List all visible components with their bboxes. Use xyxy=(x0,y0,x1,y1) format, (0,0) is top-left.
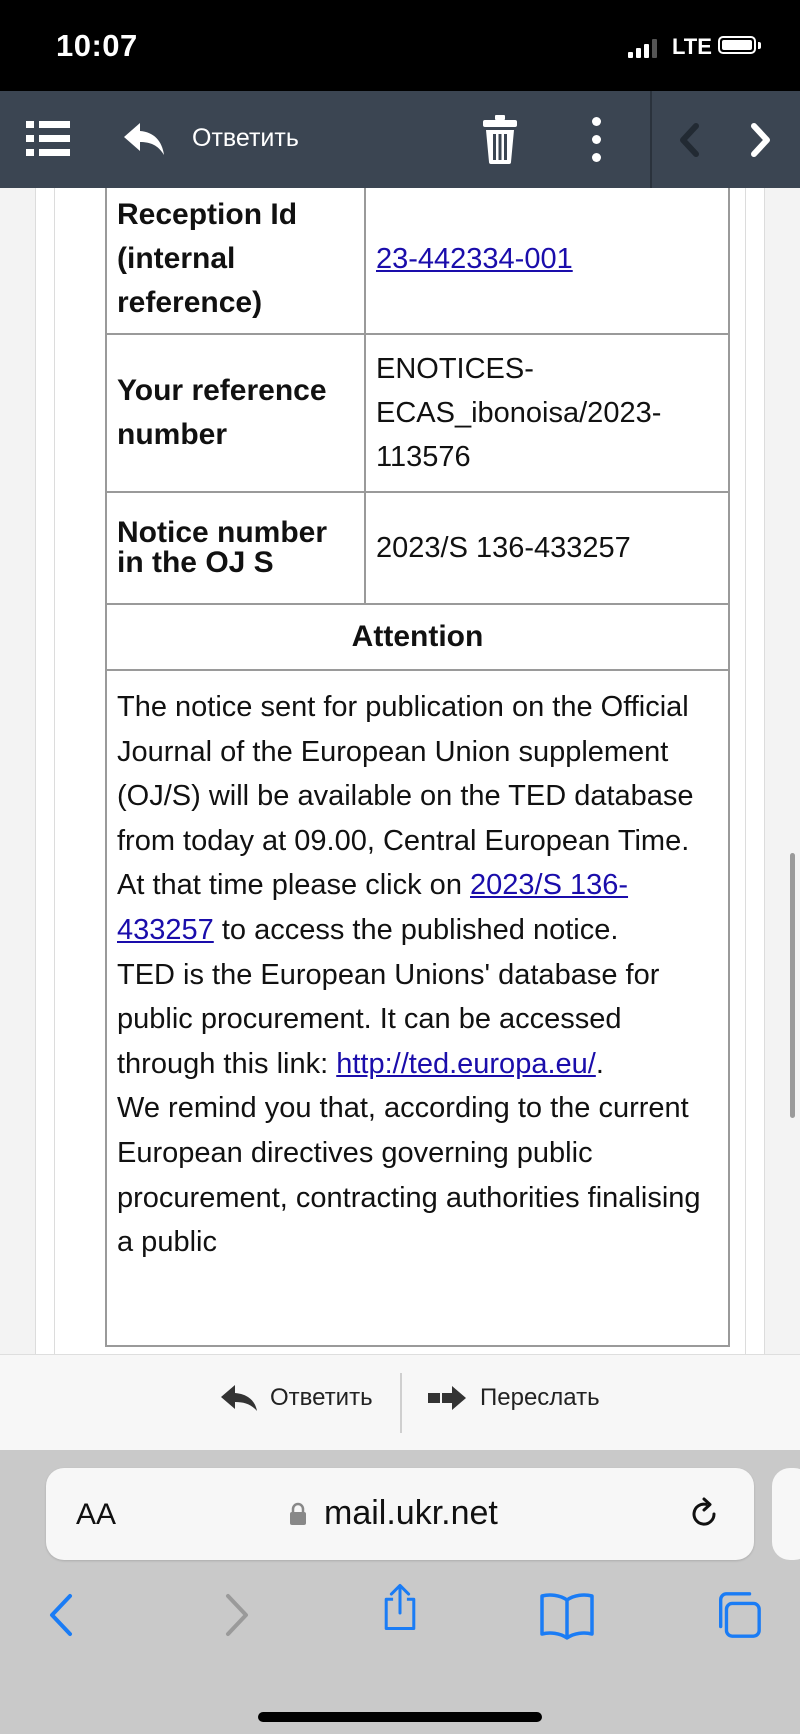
reference-line: 113576 xyxy=(376,441,471,473)
url-text: mail.ukr.net xyxy=(324,1494,498,1532)
left-border xyxy=(54,188,55,1354)
toolbar-divider xyxy=(650,91,652,188)
forward-label: Переслать xyxy=(480,1384,600,1411)
attention-paragraph-3: We remind you that, according to the current European directives governing public procurement, contracting authorities finalising a public xyxy=(117,1092,701,1259)
menu-list-icon[interactable] xyxy=(26,121,70,157)
mail-toolbar xyxy=(0,91,800,188)
reference-line: ECAS_ibonoisa/2023- xyxy=(376,397,662,429)
table-row xyxy=(106,670,729,1346)
attention-paragraph-2: TED is the European Unions' database for public procurement. It can be accessed through this link: xyxy=(117,958,660,1080)
network-type: LTE xyxy=(672,34,712,59)
status-bar xyxy=(0,0,800,91)
forward-arrow-icon xyxy=(426,1383,470,1413)
scrollbar[interactable] xyxy=(790,853,795,1118)
previous-message-icon[interactable] xyxy=(678,123,700,157)
lock-icon xyxy=(289,1502,307,1526)
notice-info-table xyxy=(105,188,730,1347)
reference-line: ENOTICES- xyxy=(376,353,534,385)
reply-icon[interactable] xyxy=(120,119,168,159)
table-row xyxy=(106,492,729,604)
status-time: 10:07 xyxy=(56,28,138,63)
email-body xyxy=(0,188,800,1354)
reply-arrow-icon xyxy=(218,1383,260,1413)
left-margin xyxy=(0,188,36,1354)
bottom-reply-label: Ответить xyxy=(270,1384,373,1411)
reception-id-link[interactable]: 23-442334-001 xyxy=(376,243,573,275)
forward-icon[interactable] xyxy=(220,1590,252,1640)
home-indicator[interactable] xyxy=(258,1712,542,1722)
more-options-icon[interactable] xyxy=(592,117,602,163)
reply-forward-bar xyxy=(0,1354,800,1451)
forward-button[interactable] xyxy=(426,1383,600,1413)
notice-number-label: Notice number in the OJ S xyxy=(106,492,365,604)
trash-icon[interactable] xyxy=(482,113,518,165)
reception-id-label: Reception Id (internal reference) xyxy=(106,188,365,334)
right-border xyxy=(745,188,746,1354)
text-size-button[interactable]: AA xyxy=(76,1498,117,1531)
attention-paragraph-1: The notice sent for publication on the Official Journal of the European Union supplement (OJ/S) will be available on the TED database from today at 09.00, Central European Time. At that time please click on xyxy=(117,691,694,902)
next-tab-preview[interactable] xyxy=(772,1468,800,1560)
attention-heading: Attention xyxy=(106,604,729,670)
battery-icon xyxy=(718,36,756,54)
attention-paragraph-1-end: to access the published notice. xyxy=(221,913,619,946)
reference-number-label: Your reference number xyxy=(106,334,365,492)
back-icon[interactable] xyxy=(46,1590,78,1640)
period: . xyxy=(595,1047,604,1080)
browser-chrome xyxy=(0,1450,800,1734)
table-row xyxy=(106,604,729,670)
notice-number-value: 2023/S 136-433257 xyxy=(365,492,729,604)
ted-link[interactable]: http://ted.europa.eu/ xyxy=(336,1047,596,1080)
bottom-divider xyxy=(400,1373,402,1433)
reply-button[interactable]: Ответить xyxy=(192,124,299,152)
next-message-icon[interactable] xyxy=(750,123,772,157)
bottom-reply-button[interactable] xyxy=(218,1383,373,1413)
notice-link[interactable]: 2023/S 136-433257 xyxy=(117,869,629,946)
address-bar[interactable] xyxy=(46,1468,754,1560)
attention-text xyxy=(106,670,729,1346)
right-margin xyxy=(764,188,800,1354)
reload-icon[interactable] xyxy=(686,1496,722,1532)
reference-number-value xyxy=(365,334,729,492)
signal-icon xyxy=(628,38,657,58)
table-row xyxy=(106,334,729,492)
bookmarks-icon[interactable] xyxy=(538,1590,596,1640)
reception-id-value xyxy=(365,188,729,334)
share-icon[interactable] xyxy=(376,1582,424,1632)
table-row xyxy=(106,188,729,334)
battery-tip xyxy=(758,42,761,49)
tabs-icon[interactable] xyxy=(712,1590,764,1640)
